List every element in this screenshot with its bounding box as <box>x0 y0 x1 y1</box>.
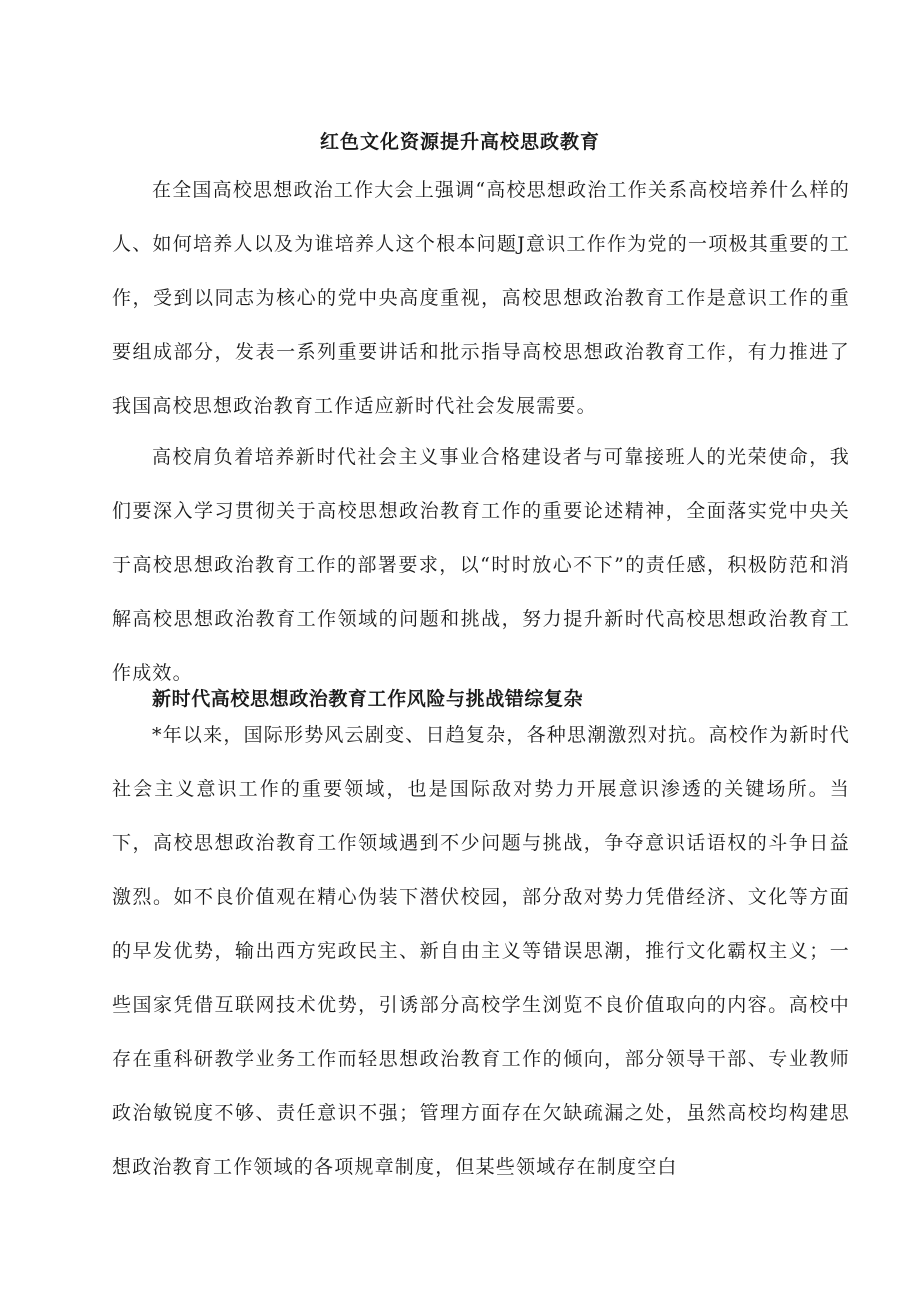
section-heading: 新时代高校思想政治教育工作风险与挑战错综复杂 <box>152 688 584 710</box>
body-paragraph: 在全国高校思想政治工作大会上强调“高校思想政治工作关系高校培养什么样的人、如何培养人以及为谁培养人这个根本问题J意识工作作为党的一项极其重要的工作，受到以同志为核心的党中央高度重视，高校思想政治教育工作是意识工作的重要组成部分，发表一系列重要讲话和批示指导高校思想政治教育工作，有力推进了我国高校思想政治教育工作适应新时代社会发展需要。 <box>112 179 850 417</box>
document-title: 红色文化资源提升高校思政教育 <box>319 131 600 153</box>
body-paragraph: 高校肩负着培养新时代社会主义事业合格建设者与可靠接班人的光荣使命，我们要深入学习贯彻关于高校思想政治教育工作的重要论述精神，全面落实党中央关于高校思想政治教育工作的部署要求，以“时时放心不下”的责任感，积极防范和消解高校思想政治教育工作领域的问题和挑战，努力提升新时代高校思想政治教育工作成效。 <box>112 446 850 684</box>
body-paragraph: *年以来，国际形势风云剧变、日趋复杂，各种思潮激烈对抗。高校作为新时代社会主义意识工作的重要领域，也是国际敌对势力开展意识渗透的关键场所。当下，高校思想政治教育工作领域遇到不少问题与挑战，争夺意识话语权的斗争日益激烈。如不良价值观在精心伪装下潜伏校园，部分敌对势力凭借经济、文化等方面的早发优势，输出西方宪政民主、新自由主义等错误思潮，推行文化霸权主义；一些国家凭借互联网技术优势，引诱部分高校学生浏览不良价值取向的内容。高校中存在重科研教学业务工作而轻思想政治教育工作的倾向，部分领导干部、专业教师政治敏锐度不够、责任意识不强；管理方面存在欠缺疏漏之处，虽然高校均构建思想政治教育工作领域的各项规章制度，但某些领域存在制度空白 <box>112 724 850 1178</box>
